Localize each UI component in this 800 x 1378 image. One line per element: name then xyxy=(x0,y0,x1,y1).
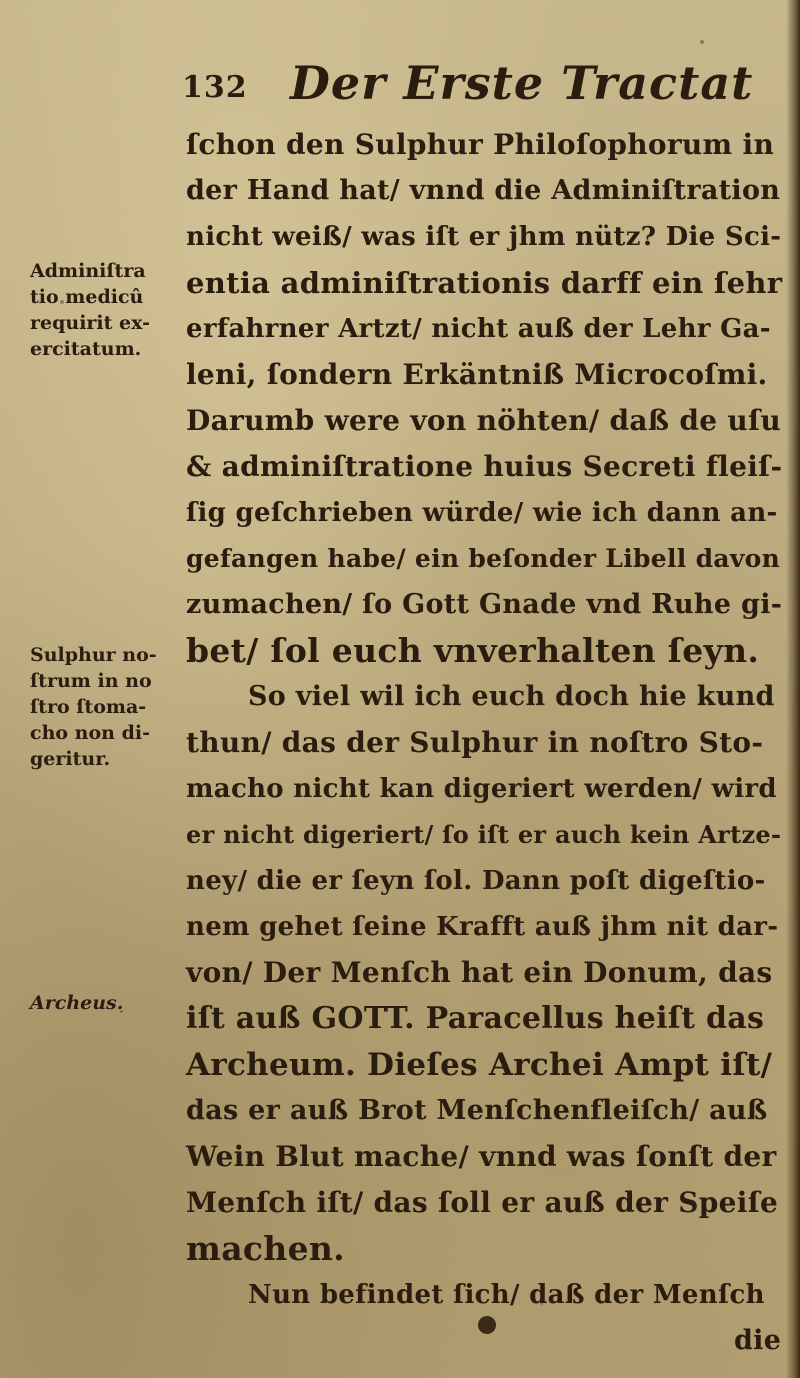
margin-note-line: tio medicû xyxy=(30,286,144,308)
margin-note-line: ſtro ſtoma- xyxy=(30,696,147,718)
text-line: nicht weiß/ was iſt er jhm nütz? Die Sci- xyxy=(186,222,782,252)
text-line: ſchon den Sulphur Philoſophorum in xyxy=(186,128,775,161)
text-line: machen. xyxy=(186,1229,345,1268)
text-line: bet/ ſol euch vnverhalten ſeyn. xyxy=(186,631,760,670)
text-line: entia adminiſtrationis darff ein ſehr xyxy=(186,266,783,300)
ink-blot xyxy=(478,1316,496,1334)
margin-note-line: geritur. xyxy=(30,748,111,770)
margin-note-line: cho non di- xyxy=(30,722,150,744)
margin-note-line: Archeus. xyxy=(30,992,124,1014)
margin-note-line: ercitatum. xyxy=(30,338,142,360)
margin-note-sulphur xyxy=(30,642,180,772)
text-line: Archeum. Dieſes Archei Ampt iſt/ xyxy=(186,1047,773,1083)
catchword: die xyxy=(734,1325,782,1356)
margin-note-administratio xyxy=(30,258,180,362)
margin-note-archeus xyxy=(30,990,180,1016)
text-line: thun/ das der Sulphur in noſtro Sto- xyxy=(186,726,764,759)
margin-note-line: ſtrum in no xyxy=(30,670,152,692)
margin-note-line: requirit ex- xyxy=(30,312,151,334)
text-line: der Hand hat/ vnnd die Adminiſtration xyxy=(186,175,781,206)
text-line: Darumb were von nöhten/ daß de uſu xyxy=(186,404,782,437)
margin-note-line: Sulphur no- xyxy=(30,644,157,666)
page-header xyxy=(182,52,782,112)
margin-note-line: Adminiſtra xyxy=(30,260,146,282)
text-line: leni, ſondern Erkäntniß Microcoſmi. xyxy=(186,358,768,391)
text-line: Menſch iſt/ das ſoll er auß der Speiſe xyxy=(186,1186,779,1219)
running-title: Der Erste Tractat xyxy=(290,56,754,110)
page-edge-shadow xyxy=(786,0,800,1378)
page-number: 132 xyxy=(182,70,248,105)
text-line: iſt auß GOTT. Paracellus heiſt das xyxy=(186,1001,765,1036)
text-line: & adminiſtratione huius Secreti fleiſ- xyxy=(186,450,783,483)
text-line: ney/ die er ſeyn ſol. Dann poſt digeſtio- xyxy=(186,866,766,896)
paper-speck xyxy=(700,40,704,44)
text-line: das er auß Brot Menſchenfleiſch/ auß xyxy=(186,1095,768,1126)
text-line: von/ Der Menſch hat ein Donum, das xyxy=(186,956,773,989)
text-line: erfahrner Artzt/ nicht auß der Lehr Ga- xyxy=(186,314,771,344)
text-line: Wein Blut mache/ vnnd was ſonſt der xyxy=(186,1140,777,1173)
text-line: macho nicht kan digeriert werden/ wird xyxy=(186,774,777,804)
text-line: gefangen habe/ ein beſonder Libell davon xyxy=(186,544,781,573)
text-line: ſig geſchrieben würde/ wie ich dann an- xyxy=(186,498,778,528)
text-line: nem gehet ſeine Krafft auß jhm nit dar- xyxy=(186,912,779,942)
text-line: Nun befindet ſich/ daß der Menſch xyxy=(248,1280,765,1310)
text-line: er nicht digeriert/ ſo iſt er auch kein Artze- xyxy=(186,820,782,849)
text-line: So viel wil ich euch doch hie kund xyxy=(248,681,775,712)
text-line: zumachen/ ſo Gott Gnade vnd Ruhe gi- xyxy=(186,589,783,620)
